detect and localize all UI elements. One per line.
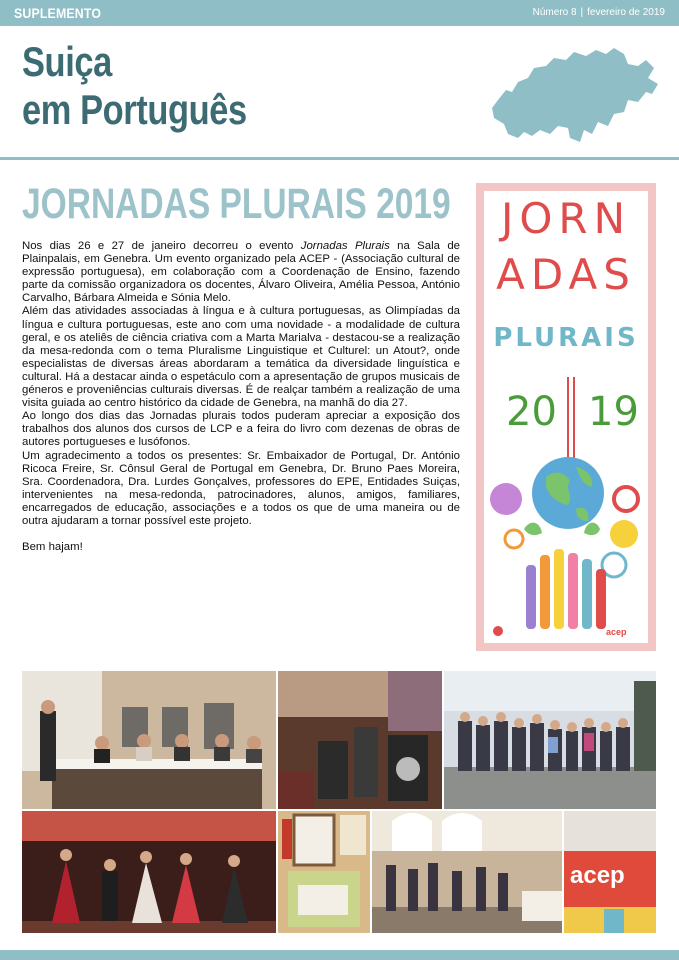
acep-sign-text: acep [570, 862, 625, 889]
hand-icon [554, 549, 564, 629]
hand-icon [568, 553, 578, 629]
photo-student-work [278, 811, 370, 933]
bottom-bar [0, 950, 679, 960]
masthead-line-2: em Português [22, 86, 247, 133]
section-label: SUPLEMENTO [14, 5, 102, 21]
article-title: JORNADAS PLURAIS 2019 [22, 180, 451, 228]
hand-icon [596, 569, 606, 629]
masthead-title [22, 38, 247, 134]
photo-exhibition [278, 671, 442, 809]
issue-date: fevereiro de 2019 [587, 7, 665, 18]
header-divider [0, 157, 679, 160]
paragraph-3: Ao longo dos dias das Jornadas plurais todos puderam apreciar a exposição dos trabalhos dos alunos dos cursos de LCP e a feira do livro com dezenas de obras de autores portugueses e lusófonos. [22, 410, 460, 449]
poster-line-1: JORN [500, 194, 632, 243]
purple-circle-icon [490, 483, 522, 515]
photo-round-table [22, 671, 276, 809]
poster-line-3: PLURAIS [493, 323, 639, 353]
issue-number: Número 8 [532, 7, 577, 18]
paragraph-1: Nos dias 26 e 27 de janeiro decorreu o evento Jornadas Plurais na Sala de Plainpalais, em Genebra. Um evento organizado pela ACEP - (Associação cultural de expressão portuguesa), em colaboração com a Coordenação de Ensino, fazendo parte da comissão organizadora os docentes, Álvaro Oliveira, Amélia Pessoa, António Carvalho, Bárbara Almeida e Sónia Melo. [22, 240, 460, 305]
photo-acep-stand [564, 811, 656, 933]
poster-line-2: ADAS [496, 250, 636, 299]
switzerland-map-icon [488, 38, 663, 148]
photo-guided-tour [444, 671, 656, 809]
photo-book-fair [372, 811, 562, 933]
orange-ring-icon [505, 530, 523, 548]
paragraph-4: Um agradecimento a todos os presentes: Sr. Embaixador de Portugal, Dr. António Ricoca Freire, Sr. Cônsul Geral de Portugal em Genebra, Dr. Bruno Paes Moreira, Sra. Coordenadora, Dra. Lurdes Gonçalves, professores do EPE, Entidades Suiças, intervenientes na mesa-redonda, patrocinadores, alunos, amigos, familiares, encarregados de educação, associações e a todos os que de uma maneira ou de outra ajudaram a tornar possível este projeto. [22, 449, 460, 527]
hand-icon [582, 559, 592, 629]
event-poster [476, 183, 656, 651]
poster-year-right: 19 [588, 389, 639, 435]
signoff: Bem hajam! [22, 541, 83, 554]
top-bar [0, 0, 679, 26]
poster-illustration [484, 369, 648, 643]
poster-canvas [484, 191, 648, 643]
coordination-logo-icon [493, 626, 503, 636]
masthead-line-1: Suiça [22, 38, 112, 85]
hand-icon [540, 555, 550, 629]
red-ring-icon [614, 487, 638, 511]
photo-folk-dance [22, 811, 276, 933]
paragraph-2: Além das atividades associadas à língua e à cultura portuguesas, as Olimpíadas da língua e cultura portuguesas, este ano com uma novidade - a modalidade de cultura geral, e os ateliês de ciência criativa com a Marta Marialva - destacou-se a realização da mesa-redonda com o tema Pluralisme Linguistique et Culturel: un Atout?, onde especialistas de diversas áreas abordaram a temática da diversidade linguística e cultural. Há a destacar ainda o espetáculo com a apresentação de grupos musicais de géneros e proveniências culturais diversas. É de realçar também a realização de uma visita guiada ao centro histórico da cidade de Genebra, na manhã do dia 27. [22, 305, 460, 410]
acep-logo: acep [606, 627, 627, 637]
hand-icon [526, 565, 536, 629]
yellow-circle-icon [610, 520, 638, 548]
poster-year-left: 20 [506, 389, 557, 435]
article-body [22, 240, 460, 554]
issue-info: Número 8 | fevereiro de 2019 [532, 7, 665, 18]
